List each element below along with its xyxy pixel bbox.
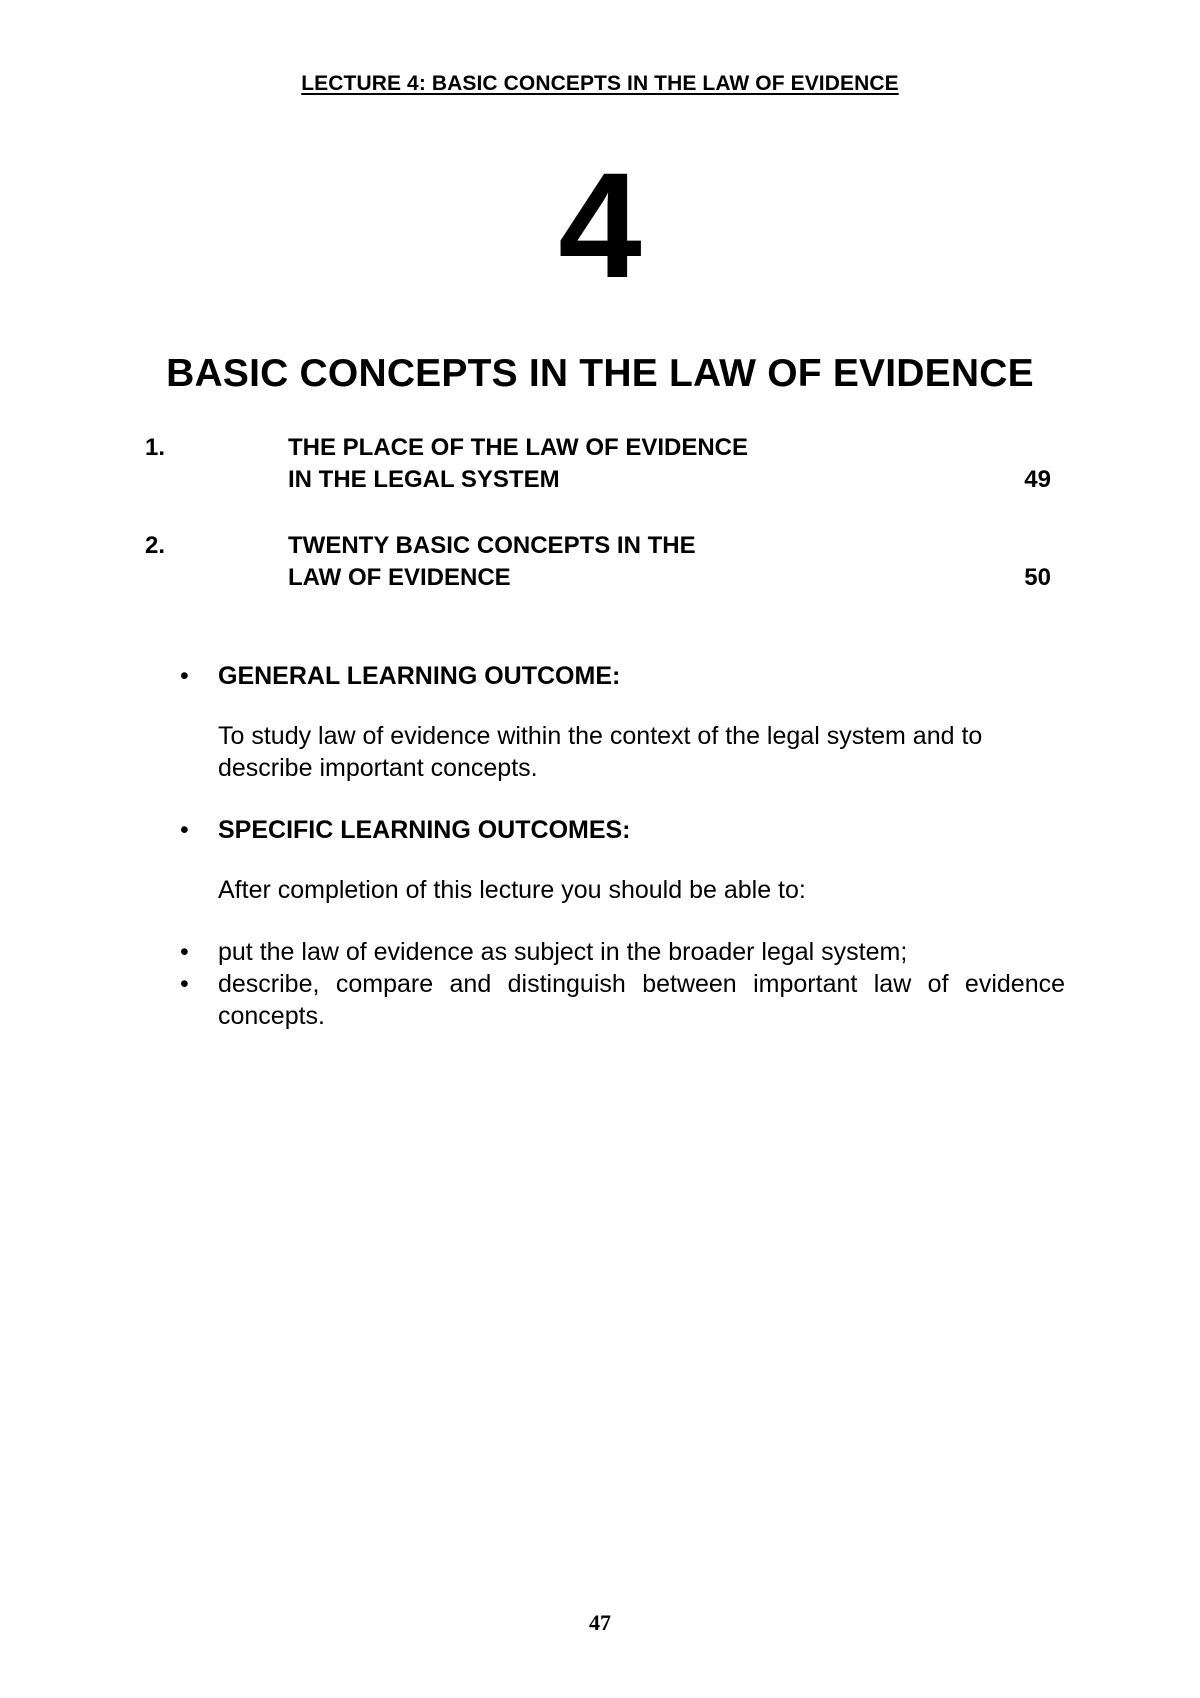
toc-entry-title-line: LAW OF EVIDENCE <box>288 564 511 591</box>
toc-entry-title <box>288 530 888 594</box>
list-item-text: describe, compare and distinguish between important law of evidence concepts. <box>218 970 1065 1030</box>
toc-entry-number: 1. <box>145 434 166 461</box>
bullet-icon: • <box>180 970 189 998</box>
chapter-title: BASIC CONCEPTS IN THE LAW OF EVIDENCE <box>166 352 1034 395</box>
toc-entry-title-line: THE PLACE OF THE LAW OF EVIDENCE <box>288 434 749 461</box>
general-outcome-text: To study law of evidence within the context of the legal system and to describe important concepts. <box>218 722 983 782</box>
general-outcome-heading <box>180 660 1065 692</box>
specific-outcomes-intro: After completion of this lecture you should be able to: <box>218 876 806 904</box>
bullet-icon: • <box>180 662 189 690</box>
running-header: LECTURE 4: BASIC CONCEPTS IN THE LAW OF EVIDENCE <box>301 72 899 95</box>
list-item-text: put the law of evidence as subject in the broader legal system; <box>218 938 908 966</box>
toc-entry-title-line: IN THE LEGAL SYSTEM <box>288 466 560 493</box>
specific-outcomes-heading-text: SPECIFIC LEARNING OUTCOMES: <box>218 816 631 844</box>
learning-outcomes <box>180 660 1065 1032</box>
toc-entry-title-line: TWENTY BASIC CONCEPTS IN THE <box>288 532 696 559</box>
toc-entry-page: 49 <box>1024 466 1051 493</box>
specific-outcomes-list <box>180 936 1065 1032</box>
general-outcome-heading-text: GENERAL LEARNING OUTCOME: <box>218 662 621 690</box>
toc-entry-page: 50 <box>1024 564 1051 591</box>
list-item <box>180 936 1065 968</box>
toc-entry-2 <box>145 530 1055 594</box>
page-number: 47 <box>589 1610 611 1635</box>
toc-entry-title <box>288 432 888 496</box>
bullet-icon: • <box>180 816 189 844</box>
toc-entry-1 <box>145 432 1055 496</box>
table-of-contents <box>145 432 1055 628</box>
bullet-icon: • <box>180 938 189 966</box>
list-item <box>180 968 1065 1032</box>
toc-entry-number: 2. <box>145 532 166 559</box>
chapter-number: 4 <box>558 141 642 309</box>
specific-outcomes-heading <box>180 814 1065 846</box>
